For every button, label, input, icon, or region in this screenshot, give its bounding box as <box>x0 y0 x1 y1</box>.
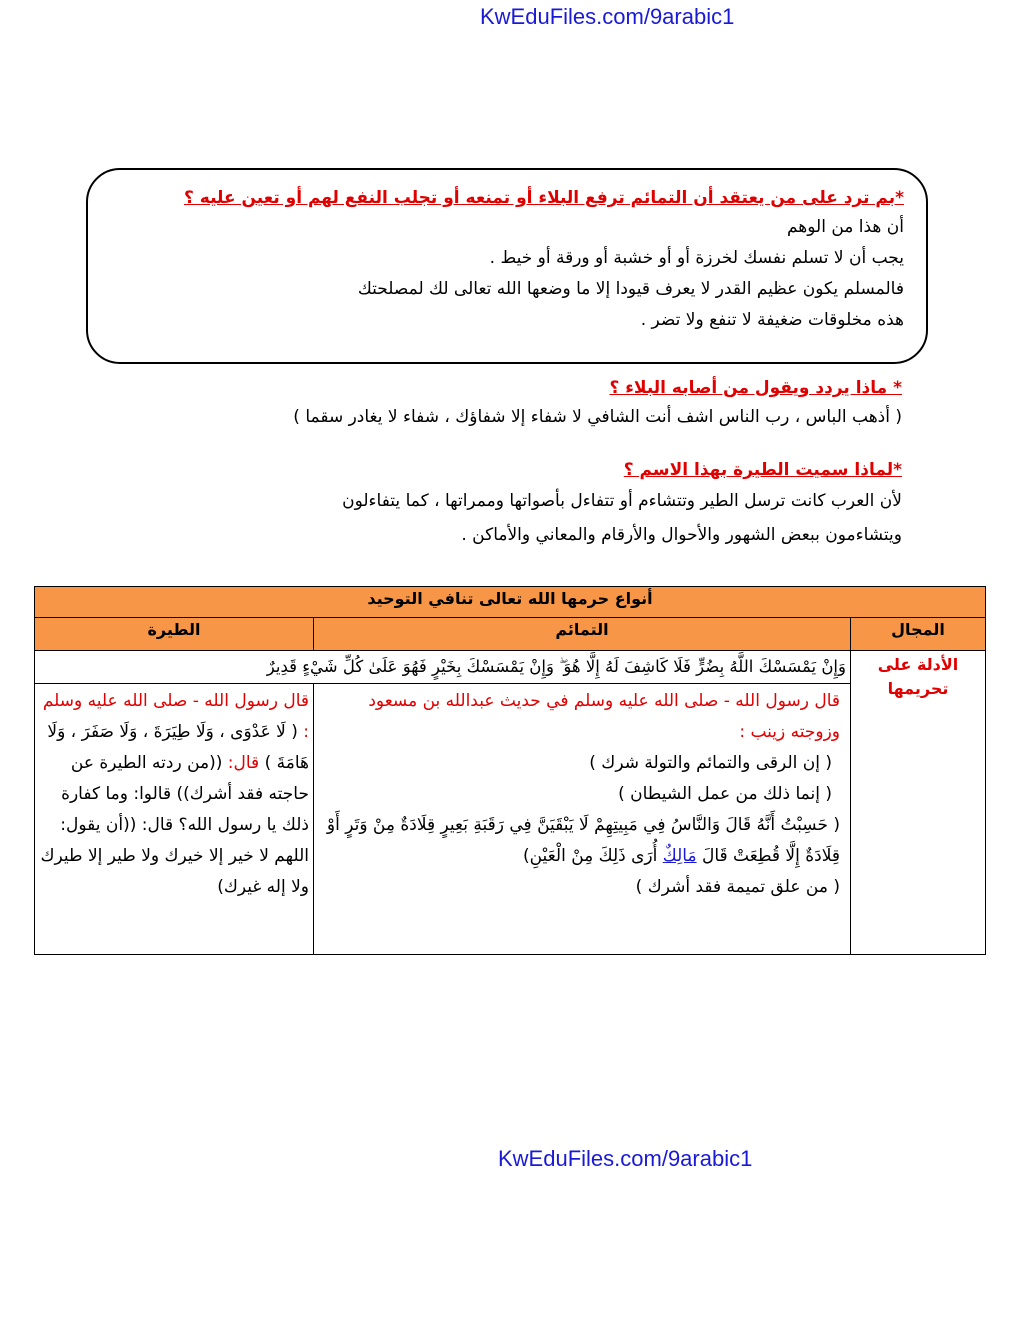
box-line-2: يجب أن لا تسلم نفسك لخرزة أو أو خشبة أو ورقة أو خيط . <box>489 248 904 268</box>
box-line-1: أن هذا من الوهم <box>786 217 904 237</box>
header-tiyara: الطيرة <box>35 618 314 651</box>
header-tamaim: التمائم <box>314 618 851 651</box>
box-line-3: فالمسلم يكون عظيم القدر لا يعرف قيودا إلا ما وضعها الله تعالى لك لمصلحتك <box>357 279 904 299</box>
tamaim-hadith-3b: أُرَى ذَلِكَ مِنْ الْعَيْنِ) <box>522 846 658 866</box>
row-label: الأدلة على تحريمها <box>851 651 986 955</box>
prohibitions-table <box>34 586 986 955</box>
table-title: أنواع حرمها الله تعالى تنافي التوحيد <box>35 587 986 618</box>
tamaim-hadith-3a: ( حَسِبْتُ أَنَّهُ قَالَ وَالنَّاسُ فِي مَبِيتِهِمْ لَا يَبْقَيَنَّ فِي رَقَبَةِ بَعِيرٍ قِلَادَةٌ مِنْ وَتَرٍ أَوْ قِلَادَةٌ إِلَّا قُطِعَتْ قَالَ <box>326 815 840 866</box>
section-tiyara-line-1: لأن العرب كانت ترسل الطير وتتشاءم أو تتفاءل بأصواتها وممراتها ، كما يتفاءلون <box>342 491 902 511</box>
section-tiyara-line-2: ويتشاءمون ببعض الشهور والأحوال والأرقام والمعاني والأماكن . <box>461 525 902 545</box>
tiyara-intro: قال رسول الله - صلى الله عليه وسلم : <box>42 691 309 742</box>
header-field: المجال <box>851 618 986 651</box>
section-dua-question: * ماذا يردد ويقول من أصابه البلاء ؟ <box>609 378 902 398</box>
tiyara-said: قال: <box>227 753 260 773</box>
footer-link[interactable]: KwEduFiles.com/9arabic1 <box>498 1146 753 1171</box>
section-tiyara-question: *لماذا سميت الطيرة بهذا الاسم ؟ <box>623 460 902 480</box>
tamaim-hadith-2: ( إنما ذلك من عمل الشيطان ) <box>618 784 832 804</box>
tamaim-hadith-3 <box>318 810 840 872</box>
malik-link[interactable]: مَالِكٌ <box>662 846 697 866</box>
tiyara-hadith-2: ((من ردته الطيرة عن حاجته فقد أشرك)) قالوا: وما كفارة ذلك يا رسول الله؟ قال: ((أن يقول: اللهم لا خير إلا خيرك ولا طير إلا طيرك ولا إله غيرك) <box>40 753 309 897</box>
box-question: *بم ترد على من يعتقد أن التمائم ترفع البلاء أو تمنعه أو تجلب النفع لهم أو تعين عليه ؟ <box>184 188 904 208</box>
tamaim-cell <box>314 684 851 955</box>
section-tiyara-name <box>102 456 902 552</box>
tamaim-hadith-1: ( إن الرقى والتمائم والتولة شرك ) <box>589 753 832 773</box>
section-dua <box>102 374 902 433</box>
tiyara-hadith-1: ( لَا عَدْوَى ، وَلَا طِيَرَةَ ، وَلَا صَفَرَ ، وَلَا هَامَةَ ) <box>47 722 309 773</box>
question-box <box>86 168 928 364</box>
tamaim-hadith-4: ( من علق تميمة فقد أشرك ) <box>635 877 840 897</box>
tamaim-intro: قال رسول الله - صلى الله عليه وسلم في حديث عبدالله بن مسعود وزوجته زينب : <box>368 691 840 742</box>
box-line-4: هذه مخلوقات ضغيفة لا تنفع ولا تضر . <box>640 310 904 330</box>
verse-cell: وَإِنْ يَمْسَسْكَ اللَّهُ بِضُرٍّ فَلَا كَاشِفَ لَهُ إِلَّا هُوَ ۖ وَإِنْ يَمْسَسْكَ بِخَيْرٍ فَهُوَ عَلَىٰ كُلِّ شَيْءٍ قَدِيرٌ <box>35 651 851 684</box>
header-link[interactable]: KwEduFiles.com/9arabic1 <box>480 4 735 29</box>
tiyara-cell <box>35 684 314 955</box>
section-dua-answer: ( أذهب الباس ، رب الناس اشف أنت الشافي لا شفاء إلا شفاؤك ، شفاء لا يغادر سقما ) <box>293 407 902 427</box>
